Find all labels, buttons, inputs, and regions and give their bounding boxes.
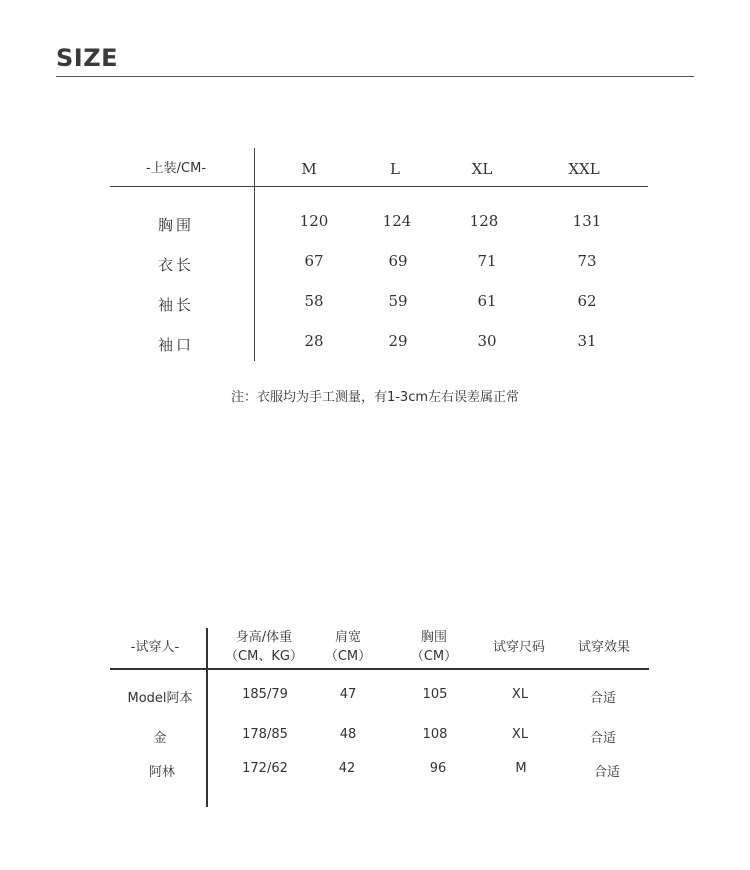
size-cell: 58: [304, 292, 324, 310]
fit-table: [110, 628, 650, 808]
size-row-label: 袖长: [157, 296, 195, 314]
fit-header-line: 胸围: [420, 630, 448, 645]
title-divider: [56, 76, 694, 77]
fit-header-line: 肩宽: [334, 630, 362, 645]
fit-cell: XL: [511, 687, 529, 702]
size-cell: 124: [382, 212, 412, 230]
fit-cell: 合适: [589, 731, 617, 746]
fit-cell: XL: [511, 727, 529, 742]
fit-cell: 172/62: [242, 761, 288, 776]
fit-cell: 96: [429, 761, 447, 776]
fit-header-chest: [411, 628, 457, 666]
size-row-label: 袖口: [157, 336, 195, 354]
size-table-header-rule: [110, 186, 648, 187]
fit-header-effect: 试穿效果: [577, 640, 631, 655]
size-cell: 73: [577, 252, 597, 270]
page-title: SIZE: [56, 44, 119, 72]
fit-cell: 47: [339, 687, 357, 702]
fit-cell: 48: [339, 727, 357, 742]
fit-header-size: 试穿尺码: [492, 640, 546, 655]
fit-header-line: （CM、KG）: [225, 649, 303, 664]
fit-cell: 105: [422, 687, 448, 702]
fit-header-line: 身高/体重: [235, 630, 293, 645]
size-header-l: L: [390, 160, 400, 178]
measurement-note: 注：衣服均为手工测量，有1-3cm左右误差属正常: [230, 390, 520, 405]
fit-header-line: （CM）: [410, 649, 458, 664]
fit-row-name: Model阿本: [127, 691, 193, 706]
size-cell: 61: [477, 292, 497, 310]
fit-row-name: 金: [153, 731, 167, 746]
fit-cell: 108: [422, 727, 448, 742]
size-row-label: 胸围: [157, 216, 195, 234]
fit-cell: M: [515, 761, 527, 776]
fit-cell: 178/85: [242, 727, 288, 742]
size-row-label: 衣长: [157, 256, 195, 274]
size-cell: 67: [304, 252, 324, 270]
size-header-xxl: XXL: [568, 160, 600, 178]
size-header-m: M: [301, 160, 317, 178]
fit-cell: 合适: [589, 691, 617, 706]
size-cell: 31: [577, 332, 597, 350]
size-cell: 28: [304, 332, 324, 350]
size-cell: 59: [388, 292, 408, 310]
size-cell: 131: [572, 212, 602, 230]
fit-table-header-rule: [110, 668, 649, 670]
size-cell: 128: [469, 212, 499, 230]
size-table: [110, 148, 650, 362]
size-cell: 69: [388, 252, 408, 270]
size-table-corner: -上装/CM-: [145, 161, 207, 176]
size-cell: 29: [388, 332, 408, 350]
size-header-xl: XL: [471, 160, 493, 178]
fit-table-column-rule: [206, 628, 208, 807]
fit-row-name: 阿林: [148, 765, 176, 780]
fit-cell: 185/79: [242, 687, 288, 702]
fit-cell: 合适: [593, 765, 621, 780]
size-table-column-rule: [254, 148, 255, 361]
fit-cell: 42: [338, 761, 356, 776]
fit-table-corner: -试穿人-: [130, 640, 180, 655]
fit-header-height-weight: [225, 628, 303, 666]
fit-header-shoulder: [325, 628, 371, 666]
size-cell: 71: [477, 252, 497, 270]
size-cell: 30: [477, 332, 497, 350]
size-cell: 62: [577, 292, 597, 310]
fit-header-line: （CM）: [324, 649, 372, 664]
size-cell: 120: [299, 212, 329, 230]
